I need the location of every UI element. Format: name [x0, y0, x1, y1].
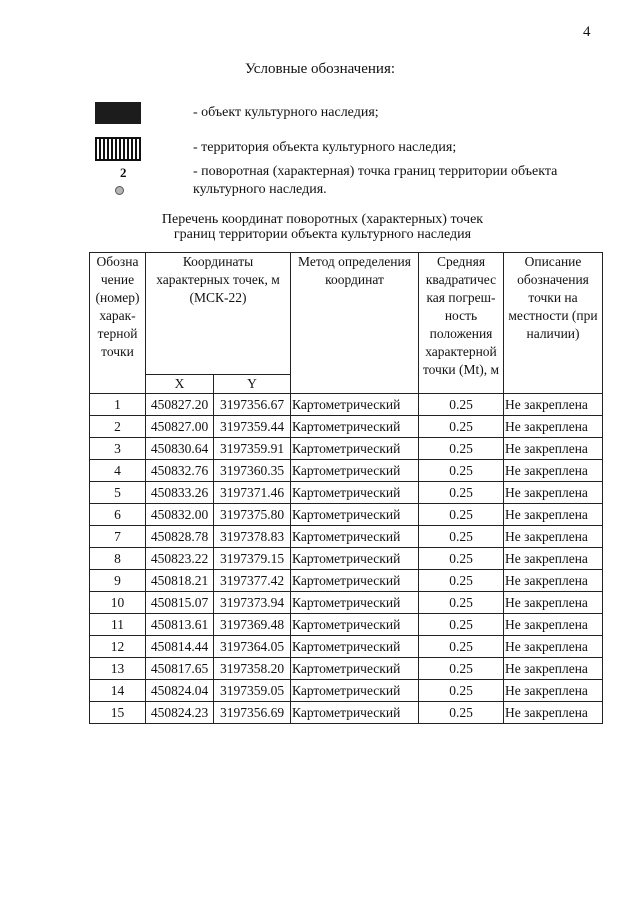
table-row	[90, 548, 603, 570]
cell-point-number: 7	[90, 526, 146, 548]
cell-y: 3197360.35	[214, 460, 291, 482]
cell-accuracy: 0.25	[419, 702, 504, 724]
cell-method: Картометрический	[291, 482, 419, 504]
cell-point-number: 6	[90, 504, 146, 526]
cell-y: 3197371.46	[214, 482, 291, 504]
cell-accuracy: 0.25	[419, 394, 504, 416]
cell-x: 450824.04	[146, 680, 214, 702]
cell-description: Не закреплена	[504, 702, 603, 724]
cell-x: 450824.23	[146, 702, 214, 724]
cell-description: Не закреплена	[504, 636, 603, 658]
cell-y: 3197356.67	[214, 394, 291, 416]
cell-method: Картометрический	[291, 680, 419, 702]
header-x: X	[146, 375, 214, 394]
cell-point-number: 11	[90, 614, 146, 636]
table-row	[90, 636, 603, 658]
cell-description: Не закреплена	[504, 438, 603, 460]
cell-y: 3197356.69	[214, 702, 291, 724]
cell-y: 3197379.15	[214, 548, 291, 570]
table-row	[90, 592, 603, 614]
cell-x: 450817.65	[146, 658, 214, 680]
cell-method: Картометрический	[291, 504, 419, 526]
cell-method: Картометрический	[291, 416, 419, 438]
cell-method: Картометрический	[291, 702, 419, 724]
table-title-line-2: границ территории объекта культурного наследия	[173, 227, 472, 242]
cell-accuracy: 0.25	[419, 416, 504, 438]
header-method: Метод определения координат	[291, 253, 419, 394]
table-row	[90, 614, 603, 636]
cell-description: Не закреплена	[504, 680, 603, 702]
table-row	[90, 658, 603, 680]
cell-point-number: 15	[90, 702, 146, 724]
cell-x: 450828.78	[146, 526, 214, 548]
cell-accuracy: 0.25	[419, 504, 504, 526]
turning-point-circle-icon	[115, 186, 124, 195]
cell-accuracy: 0.25	[419, 438, 504, 460]
cell-y: 3197359.44	[214, 416, 291, 438]
cell-y: 3197375.80	[214, 504, 291, 526]
cell-y: 3197359.05	[214, 680, 291, 702]
cell-point-number: 13	[90, 658, 146, 680]
header-description: Описание обозначения точки на местности (при наличии)	[504, 253, 603, 394]
cell-y: 3197369.48	[214, 614, 291, 636]
cell-y: 3197364.05	[214, 636, 291, 658]
legend-item-point	[95, 165, 615, 211]
legend-title: Условные обозначения:	[244, 61, 396, 77]
cell-method: Картометрический	[291, 394, 419, 416]
cell-point-number: 4	[90, 460, 146, 482]
table-row	[90, 526, 603, 548]
cell-point-number: 8	[90, 548, 146, 570]
cell-accuracy: 0.25	[419, 482, 504, 504]
cell-y: 3197359.91	[214, 438, 291, 460]
cell-description: Не закреплена	[504, 570, 603, 592]
cell-point-number: 12	[90, 636, 146, 658]
cell-accuracy: 0.25	[419, 548, 504, 570]
cell-x: 450832.00	[146, 504, 214, 526]
cell-y: 3197373.94	[214, 592, 291, 614]
cell-description: Не закреплена	[504, 394, 603, 416]
cell-method: Картометрический	[291, 592, 419, 614]
cell-accuracy: 0.25	[419, 526, 504, 548]
cell-method: Картометрический	[291, 658, 419, 680]
legend-item-object	[95, 102, 615, 142]
cell-point-number: 1	[90, 394, 146, 416]
cell-description: Не закреплена	[504, 504, 603, 526]
cell-method: Картометрический	[291, 570, 419, 592]
cell-description: Не закреплена	[504, 482, 603, 504]
cell-y: 3197378.83	[214, 526, 291, 548]
cell-method: Картометрический	[291, 438, 419, 460]
header-designation: Обозна чение (номер) харак- терной точки	[90, 253, 146, 394]
cell-method: Картометрический	[291, 614, 419, 636]
cell-description: Не закреплена	[504, 548, 603, 570]
legend-text-territory: - территория объекта культурного наследия;	[193, 140, 457, 155]
cultural-object-symbol-icon	[95, 102, 141, 124]
cell-x: 450827.00	[146, 416, 214, 438]
cell-x: 450827.20	[146, 394, 214, 416]
cell-point-number: 10	[90, 592, 146, 614]
cell-point-number: 9	[90, 570, 146, 592]
cell-accuracy: 0.25	[419, 636, 504, 658]
cell-x: 450814.44	[146, 636, 214, 658]
cell-accuracy: 0.25	[419, 570, 504, 592]
cell-method: Картометрический	[291, 526, 419, 548]
cell-description: Не закреплена	[504, 592, 603, 614]
cell-description: Не закреплена	[504, 614, 603, 636]
cell-description: Не закреплена	[504, 658, 603, 680]
cell-x: 450815.07	[146, 592, 214, 614]
cell-point-number: 14	[90, 680, 146, 702]
cell-description: Не закреплена	[504, 416, 603, 438]
cell-accuracy: 0.25	[419, 592, 504, 614]
cell-x: 450813.61	[146, 614, 214, 636]
header-coordinates: Координаты характерных точек, м (МСК-22)	[146, 253, 291, 375]
cell-x: 450830.64	[146, 438, 214, 460]
cell-method: Картометрический	[291, 548, 419, 570]
table-row	[90, 680, 603, 702]
cell-point-number: 2	[90, 416, 146, 438]
cell-x: 450832.76	[146, 460, 214, 482]
cell-y: 3197377.42	[214, 570, 291, 592]
table-row	[90, 438, 603, 460]
table-row	[90, 570, 603, 592]
page-number: 4	[583, 24, 591, 40]
table-row	[90, 416, 603, 438]
table-title-line-1: Перечень координат поворотных (характерных) точек	[161, 212, 484, 227]
point-label: 2	[120, 165, 127, 180]
cell-y: 3197358.20	[214, 658, 291, 680]
table-title	[95, 212, 550, 242]
coordinates-table	[89, 252, 603, 724]
cell-accuracy: 0.25	[419, 460, 504, 482]
territory-hatch-symbol-icon	[95, 137, 141, 161]
table-row	[90, 460, 603, 482]
cell-accuracy: 0.25	[419, 658, 504, 680]
table-row	[90, 482, 603, 504]
cell-x: 450823.22	[146, 548, 214, 570]
table-row	[90, 394, 603, 416]
header-y: Y	[214, 375, 291, 394]
cell-description: Не закреплена	[504, 460, 603, 482]
cell-description: Не закреплена	[504, 526, 603, 548]
cell-x: 450833.26	[146, 482, 214, 504]
table-row	[90, 702, 603, 724]
cell-point-number: 3	[90, 438, 146, 460]
legend-text-point: - поворотная (характерная) точка границ территории объекта культурного наследия.	[193, 164, 558, 197]
table-row	[90, 504, 603, 526]
cell-accuracy: 0.25	[419, 614, 504, 636]
cell-x: 450818.21	[146, 570, 214, 592]
cell-method: Картометрический	[291, 636, 419, 658]
header-accuracy: Средняя квадратичес кая погреш- ность положения характерной точки (Mt), м	[419, 253, 504, 394]
legend-text-object: - объект культурного наследия;	[193, 105, 379, 120]
cell-method: Картометрический	[291, 460, 419, 482]
cell-accuracy: 0.25	[419, 680, 504, 702]
cell-point-number: 5	[90, 482, 146, 504]
